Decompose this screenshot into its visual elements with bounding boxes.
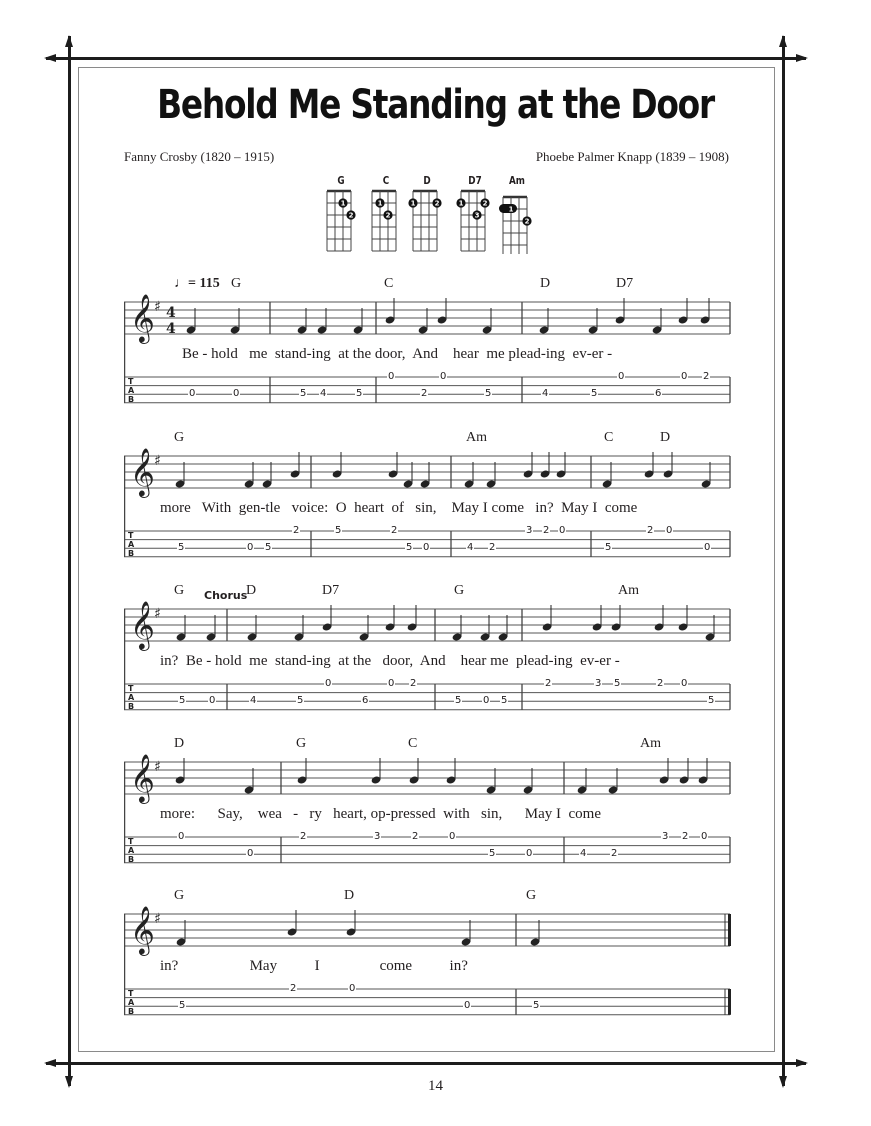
svg-text:B: B [128,549,135,558]
chord-symbol: G [174,888,185,903]
chord-symbol: D7 [322,583,340,598]
tab-fret-number: 0 [388,678,395,689]
svg-text:♯: ♯ [154,606,161,622]
tab-fret-number: 2 [489,542,496,554]
svg-text:B: B [128,702,135,711]
tab-fret-number: 0 [618,371,625,382]
music-system-5 [124,890,730,1040]
fretboard-grid-icon [455,188,495,254]
chord-diagram-d7 [455,174,495,254]
tab-fret-number: 2 [657,678,664,689]
tab-fret-number: 2 [703,371,710,382]
fretboard-grid-icon [407,188,447,254]
svg-text:A: A [128,998,135,1007]
svg-text:T: T [128,377,134,386]
chord-diagram-d [407,174,447,254]
lyric-line: more: Say, wea - ry heart, op-pressed with sin, May I come [160,806,602,822]
lyric-line: in? May I come in? [160,958,468,974]
tab-fret-number: 5 [485,388,492,400]
chord-diagram-g [321,174,361,254]
tab-fret-number: 2 [293,525,300,536]
chord-symbol: D7 [616,276,634,291]
tempo-marking [174,276,220,292]
tab-fret-number: 5 [356,388,363,400]
svg-text:3: 3 [474,211,480,220]
lyricist-credit: Fanny Crosby (1820 – 1915) [124,149,275,164]
chorus-label: Chorus [204,589,248,602]
tab-fret-number: 0 [701,831,708,842]
tab-fret-number: 2 [412,831,419,842]
tab-fret-number: 0 [483,695,490,707]
svg-text:1: 1 [508,205,514,214]
chord-symbol: G [296,736,307,751]
tempo-value: = 115 [188,276,220,291]
chord-symbol: C [384,276,394,291]
svg-text:2: 2 [482,199,488,208]
quarter-note-icon: ♩ [174,276,188,291]
tab-fret-number: 0 [325,678,332,689]
tab-fret-number: 0 [233,388,240,400]
tab-fret-number: 0 [681,371,688,382]
music-system-2 [124,432,730,582]
chord-diagram-c [366,174,406,254]
lyric-line: more With gen-tle voice: O heart of sin, May I come in? May I come [160,500,638,516]
svg-text:𝄞: 𝄞 [130,600,155,649]
chord-symbol: C [408,736,418,751]
chord-symbol: D [344,888,355,903]
tab-fret-number: 5 [179,695,186,707]
chord-diagram-am [497,174,537,254]
tab-fret-number: 5 [178,542,185,554]
tab-fret-number: 2 [421,388,428,400]
svg-text:𝄞: 𝄞 [130,753,155,802]
chord-symbol: Am [640,736,661,751]
tab-fret-number: 0 [247,848,254,860]
chord-symbol: C [604,430,614,445]
tab-fret-number: 0 [666,525,673,536]
composer-credit: Phoebe Palmer Knapp (1839 – 1908) [535,149,729,164]
music-system-3 [124,585,730,735]
svg-text:A: A [128,693,135,702]
tab-fret-number: 5 [614,678,621,689]
tab-fret-number: 0 [449,831,456,842]
svg-text:2: 2 [348,211,354,220]
tab-fret-number: 4 [467,542,474,554]
tab-fret-number: 6 [655,388,662,400]
chord-symbol: G [174,583,185,598]
svg-text:2: 2 [434,199,440,208]
song-title: Behold Me Standing at the Door [157,82,714,128]
fretboard-grid-icon [366,188,406,254]
svg-text:1: 1 [340,199,346,208]
svg-text:♯: ♯ [154,911,161,927]
svg-text:2: 2 [385,211,391,220]
tab-fret-number: 2 [410,678,417,689]
fretboard-grid-icon [321,188,361,254]
lyric-line: Be - hold me stand-ing at the door, And hear me plead-ing ev-er - [182,346,613,362]
tab-fret-number: 5 [300,388,307,400]
svg-text:T: T [128,684,134,693]
tab-fret-number: 5 [708,695,715,707]
svg-text:𝄞: 𝄞 [130,447,155,496]
tab-fret-number: 2 [647,525,654,536]
chord-diagram-label: D [423,174,431,187]
svg-text:2: 2 [524,217,530,226]
chord-symbol: G [454,583,465,598]
lyric-line: in? Be - hold me stand-ing at the door, And hear me plead-ing ev-er - [160,653,620,669]
svg-text:1: 1 [410,199,416,208]
svg-text:♯: ♯ [154,453,161,469]
tab-fret-number: 0 [189,388,196,400]
tab-fret-number: 0 [440,371,447,382]
tab-fret-number: 5 [605,542,612,554]
chord-symbol: G [231,276,242,291]
tab-fret-number: 0 [704,542,711,554]
tab-fret-number: 2 [300,831,307,842]
svg-text:B: B [128,395,135,404]
chord-symbol: Am [618,583,639,598]
svg-text:T: T [128,837,134,846]
svg-text:A: A [128,386,135,395]
svg-text:4: 4 [166,321,176,337]
tab-fret-number: 0 [388,371,395,382]
tab-fret-number: 6 [362,695,369,707]
tab-fret-number: 0 [178,831,185,842]
tab-fret-number: 0 [526,848,533,860]
tab-fret-number: 2 [391,525,398,536]
tab-fret-number: 0 [423,542,430,554]
tab-fret-number: 0 [349,983,356,994]
tab-fret-number: 5 [297,695,304,707]
page-number: 14 [428,1078,443,1094]
svg-text:T: T [128,531,134,540]
fretboard-grid-icon [497,188,537,254]
tab-fret-number: 4 [580,848,587,860]
svg-text:B: B [128,855,135,864]
tab-fret-number: 3 [374,831,381,842]
chord-symbol: D [540,276,551,291]
tab-fret-number: 3 [662,831,669,842]
svg-text:4: 4 [166,305,176,321]
tab-fret-number: 5 [265,542,272,554]
tab-fret-number: 0 [209,695,216,707]
svg-text:A: A [128,846,135,855]
chord-symbol: G [526,888,537,903]
tab-fret-number: 2 [290,983,297,994]
svg-text:𝄞: 𝄞 [130,293,155,342]
tab-fret-number: 3 [526,525,533,536]
tab-fret-number: 2 [545,678,552,689]
svg-text:A: A [128,540,135,549]
tab-fret-number: 0 [559,525,566,536]
tab-fret-number: 4 [542,388,549,400]
chord-diagram-label: D7 [468,174,482,187]
svg-text:1: 1 [377,199,383,208]
tab-fret-number: 2 [682,831,689,842]
tab-fret-number: 2 [543,525,550,536]
tab-fret-number: 2 [611,848,618,860]
tab-fret-number: 5 [489,848,496,860]
chord-symbol: D [246,583,257,598]
svg-text:♯: ♯ [154,299,161,315]
chord-symbol: D [660,430,671,445]
tab-fret-number: 5 [533,1000,540,1012]
music-system-4 [124,738,730,888]
svg-text:𝄞: 𝄞 [130,905,155,954]
tab-fret-number: 0 [464,1000,471,1012]
svg-text:1: 1 [458,199,464,208]
chord-diagram-label: Am [509,174,525,187]
svg-text:B: B [128,1007,135,1016]
tab-fret-number: 5 [179,1000,186,1012]
tab-fret-number: 3 [595,678,602,689]
chord-symbol: Am [466,430,487,445]
tab-fret-number: 5 [501,695,508,707]
chord-symbol: G [174,430,185,445]
svg-text:T: T [128,989,134,998]
tab-fret-number: 5 [591,388,598,400]
tab-fret-number: 0 [247,542,254,554]
tab-fret-number: 4 [320,388,327,400]
chord-diagram-label: C [382,174,390,187]
tab-fret-number: 0 [681,678,688,689]
tab-fret-number: 4 [250,695,257,707]
tab-fret-number: 5 [335,525,342,536]
chord-symbol: D [174,736,185,751]
chord-diagram-label: G [337,174,345,187]
tab-fret-number: 5 [406,542,413,554]
tab-fret-number: 5 [455,695,462,707]
svg-text:♯: ♯ [154,759,161,775]
music-system-1 [124,278,730,428]
